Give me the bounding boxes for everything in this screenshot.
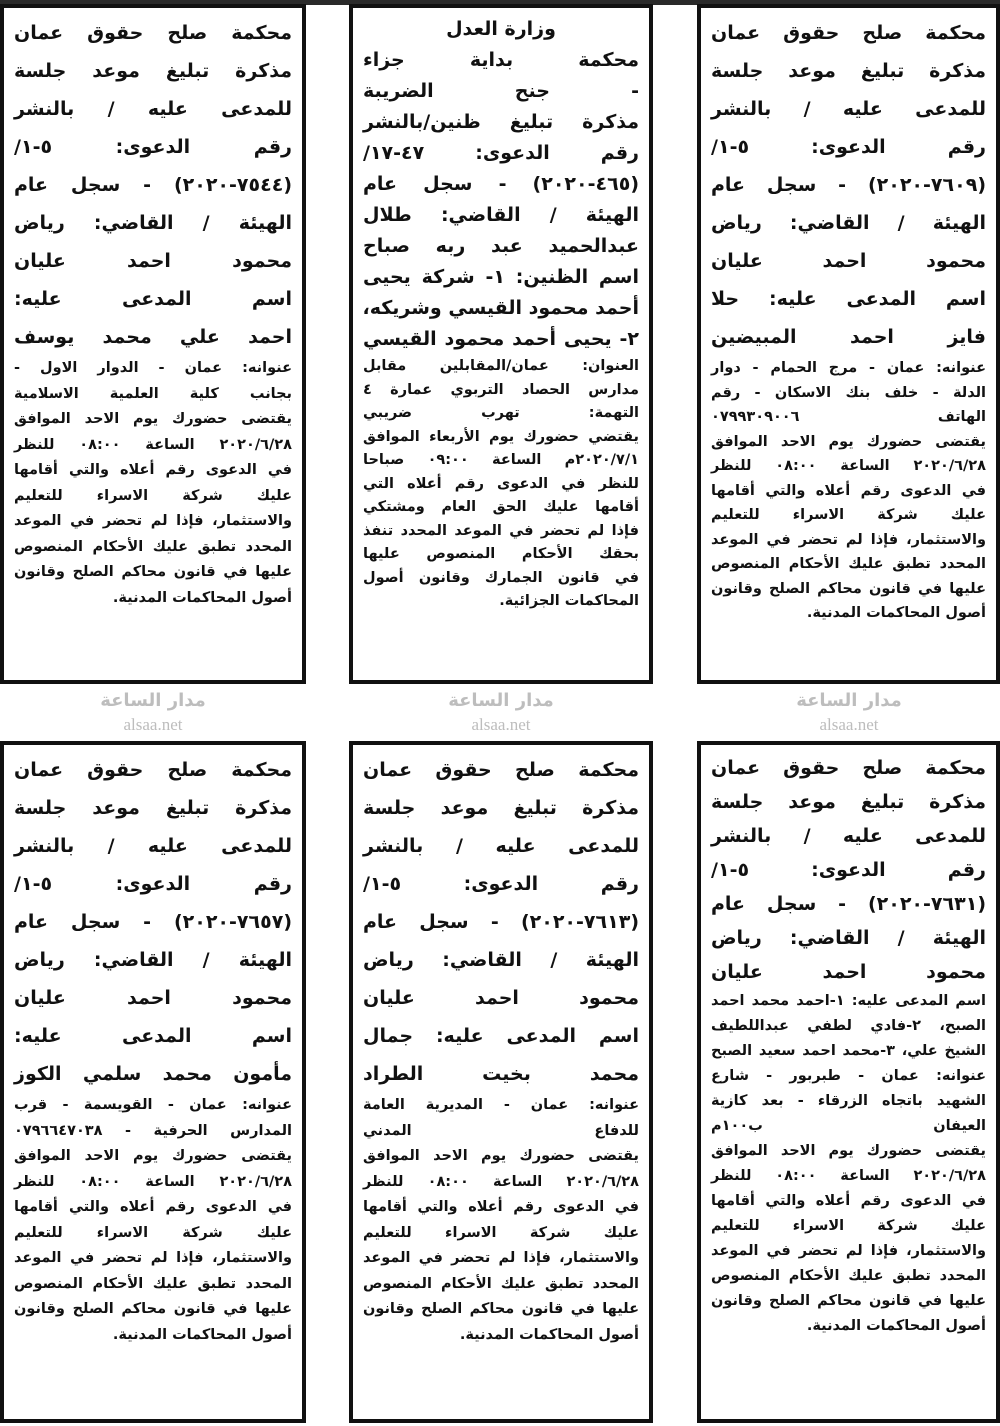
notice-body-line: ٢٠٢٠/٦/٢٨ الساعة ٠٨:٠٠ للنظر xyxy=(711,458,986,474)
notice-heading-line: رقم الدعوى: ٥-١/ xyxy=(14,873,292,895)
notice-body-line: عليك شركة الاسراء للتعليم xyxy=(14,487,292,504)
notice-body-line: للنظر في الدعوى رقم أعلاه التي xyxy=(363,475,639,492)
notice-body-line: عنوانه: عمان - المديرية العامة xyxy=(363,1097,639,1113)
notice-heading-line: للمدعى عليه / بالنشر xyxy=(14,835,292,857)
defendant-line: الصبح، ٢-فادي لطفي عبداللطيف xyxy=(711,1018,986,1034)
notice-body-line: أصول المحاكمات المدنية. xyxy=(112,589,292,606)
court-title: محكمة بداية جزاء xyxy=(363,49,639,71)
notice-body-line: ٢٠٢٠/٦/٢٨ الساعة ٠٨:٠٠ للنظر xyxy=(14,436,292,453)
watermark-arabic: مدار الساعة xyxy=(796,690,902,711)
notice-heading-line: مذكرة تبليغ موعد جلسة xyxy=(711,791,986,813)
notice-bottom-right xyxy=(697,741,1000,1423)
ministry-header: وزارة العدل xyxy=(446,18,556,40)
notice-heading-line: (٤٦٥-٢٠٢٠) - سجل عام xyxy=(363,173,639,195)
notice-heading-line: (٧٦٠٩-٢٠٢٠) - سجل عام xyxy=(711,174,986,196)
notice-heading-line: اسم الظنين: ١- شركة يحيى xyxy=(363,266,639,288)
watermark xyxy=(716,714,982,736)
notice-heading-line: (٧٦١٣-٢٠٢٠) - سجل عام xyxy=(363,911,639,933)
watermark xyxy=(368,714,634,736)
notice-heading-line: اسم المدعى عليه: xyxy=(14,1025,292,1047)
notice-body-line: ٢٠٢٠/٦/٢٨ الساعة ٠٨:٠٠ للنظر xyxy=(363,1173,639,1190)
notice-body-line: عليك شركة الاسراء للتعليم xyxy=(14,1224,292,1241)
notice-body-line: المحاكمات الجزائية. xyxy=(499,593,639,609)
notice-heading-line: مذكرة تبليغ موعد جلسة xyxy=(711,60,986,82)
notice-heading-line: (٧٥٤٤-٢٠٢٠) - سجل عام xyxy=(14,174,292,196)
notice-body-line: ٢٠٢٠/٦/٢٨ الساعة ٠٨:٠٠ للنظر xyxy=(711,1168,986,1184)
court-title: محكمة صلح حقوق عمان xyxy=(363,759,639,781)
notice-body-line: عليها في قانون محاكم الصلح وقانون xyxy=(14,564,292,580)
notice-body-line: يقتضى حضورك يوم الاحد الموافق xyxy=(711,433,986,450)
notice-body-line: بجانب كلية العلمية الاسلامية xyxy=(14,385,292,402)
notice-body-line: عليها في قانون محاكم الصلح وقانون xyxy=(14,1301,292,1317)
notice-body-line: والاستثمار، فإذا لم تحضر في الموعد xyxy=(14,513,292,529)
notice-body-line: المحدد تطبق عليك الأحكام المنصوص xyxy=(711,556,986,572)
notice-heading-line: للمدعى عليه / بالنشر xyxy=(711,825,986,847)
notice-heading-line: محمد بخيت الطراد xyxy=(363,1063,639,1085)
notice-heading-line: اسم المدعى عليه: xyxy=(14,288,292,310)
notice-body-line: مدارس الحصاد التربوي عمارة ٤ xyxy=(363,381,639,398)
notice-body-line: عليك شركة الاسراء للتعليم xyxy=(711,1218,986,1234)
watermark-latin: alsaa.net xyxy=(819,715,879,734)
notice-heading-line: الهيئة / القاضي: رياض xyxy=(14,949,292,971)
notice-heading-line: رقم الدعوى: ٥-١/ xyxy=(711,859,986,881)
notice-heading-line: الهيئة / القاضي: طلال xyxy=(363,204,639,226)
notice-heading-line: مذكرة تبليغ موعد جلسة xyxy=(363,797,639,819)
notice-body-line: أصول المحاكمات المدنية. xyxy=(112,1326,292,1343)
notice-body-line: العيفان ب١٠٠م xyxy=(711,1118,986,1134)
notice-body-line: يقتضى حضورك يوم الاحد الموافق xyxy=(14,411,292,427)
watermark xyxy=(20,690,286,712)
notice-body-line: المدارس الحرفية - ٠٧٩٦٦٤٧٠٣٨ xyxy=(14,1122,292,1139)
notice-top-middle xyxy=(349,4,653,684)
notice-heading-line: مذكرة تبليغ موعد جلسة xyxy=(14,60,292,82)
notice-heading-line: محمود احمد عليان xyxy=(711,961,986,983)
court-title: محكمة صلح حقوق عمان xyxy=(14,759,292,781)
notice-body-line: والاستثمار، فإذا لم تحضر في الموعد xyxy=(711,1243,986,1259)
notice-heading-line: احمد علي محمد يوسف xyxy=(14,326,292,348)
notice-body-line: المحدد تطبق عليك الأحكام المنصوص xyxy=(14,538,292,555)
watermark-arabic: مدار الساعة xyxy=(100,690,206,711)
notice-heading-line: (٧٦٣١-٢٠٢٠) - سجل عام xyxy=(711,893,986,915)
notice-body-line: الشهيد باتجاه الزرقاء - بعد كازية xyxy=(711,1093,986,1109)
watermark-latin: alsaa.net xyxy=(123,715,183,734)
notice-heading-line: مذكرة تبليغ ظنين/بالنشر xyxy=(363,111,639,133)
notice-body-line: فإذا لم تحضر في الموعد المحدد تنفذ xyxy=(363,522,639,539)
notice-body-line: الهاتف ٠٧٩٩٣٠٩٠٠٦ xyxy=(711,409,986,425)
notice-body-line: في الدعوى رقم أعلاه والتي أقامها xyxy=(363,1199,639,1215)
notice-heading-line: (٧٦٥٧-٢٠٢٠) - سجل عام xyxy=(14,911,292,933)
notice-heading-line: رقم الدعوى: ٤٧-١٧/ xyxy=(363,142,639,164)
notice-body-line: عليها في قانون محاكم الصلح وقانون xyxy=(711,580,986,597)
notice-body-line: ٢٠٢٠/٦/٢٨ الساعة ٠٨:٠٠ للنظر xyxy=(14,1173,292,1190)
court-title: محكمة صلح حقوق عمان xyxy=(711,22,986,44)
notice-body-line: والاستثمار، فإذا لم تحضر في الموعد xyxy=(14,1250,292,1266)
notice-heading-line: محمود احمد عليان xyxy=(14,987,292,1009)
defendant-line: الشيخ علي، ٣-محمد احمد سعيد الصبح xyxy=(711,1043,986,1059)
notice-body-line: عليها في قانون محاكم الصلح وقانون xyxy=(711,1293,986,1309)
notice-heading-line: اسم المدعى عليه: حلا xyxy=(711,288,986,310)
notice-body-line: بحقك الأحكام المنصوص عليها xyxy=(363,546,639,562)
notice-body-line: في قانون الجمارك وقانون أصول xyxy=(363,569,639,586)
notice-heading-line: الهيئة / القاضي: رياض xyxy=(14,212,292,234)
court-title: محكمة صلح حقوق عمان xyxy=(14,22,292,44)
notice-body-line: عنوانه: عمان - مرج الحمام - دوار xyxy=(711,360,986,376)
notice-heading-line: - جنح الضريبة xyxy=(363,80,639,102)
notice-body-line: ٢٠٢٠/٧/١م الساعة ٠٩:٠٠ صباحا xyxy=(363,452,639,468)
notice-heading-line: فايز احمد المبيضين xyxy=(711,326,986,348)
notice-heading-line: مأمون محمد سلمي الكوز xyxy=(14,1063,292,1085)
notice-body-line: أصول المحاكمات المدنية. xyxy=(806,605,986,621)
notice-body-line: عليها في قانون محاكم الصلح وقانون xyxy=(363,1301,639,1317)
notice-body-line: للدفاع المدني xyxy=(363,1122,639,1139)
notice-body-line: يقتضى حضورك يوم الاحد الموافق xyxy=(363,1148,639,1164)
notice-body-line: عليك شركة الاسراء للتعليم xyxy=(711,507,986,523)
notice-top-left xyxy=(0,4,306,684)
notice-heading-line: محمود احمد عليان xyxy=(363,987,639,1009)
notice-body-line: أقامها عليك الحق العام ومشتكي xyxy=(363,499,639,515)
notice-body-line: عنوانه: عمان - طبربور - شارع xyxy=(711,1068,986,1084)
notice-body-line: يقتضى حضورك يوم الاحد الموافق xyxy=(14,1148,292,1164)
notice-heading-line: الهيئة / القاضي: رياض xyxy=(363,949,639,971)
notice-body-line: المحدد تطبق عليك الأحكام المنصوص xyxy=(14,1275,292,1292)
watermark-arabic: مدار الساعة xyxy=(448,690,554,711)
notice-body-line: في الدعوى رقم أعلاه والتي أقامها xyxy=(711,482,986,499)
notice-body-line: عنوانه: عمان - القويسمة - قرب xyxy=(14,1097,292,1113)
notice-heading-line: رقم الدعوى: ٥-١/ xyxy=(14,136,292,158)
notice-heading-line: الهيئة / القاضي: رياض xyxy=(711,212,986,234)
notice-heading-line: للمدعى عليه / بالنشر xyxy=(363,835,639,857)
notice-heading-line: اسم المدعى عليه: جمال xyxy=(363,1025,639,1047)
notice-heading-line: محمود احمد عليان xyxy=(711,250,986,272)
notice-bottom-left xyxy=(0,741,306,1423)
notice-heading-line: الهيئة / القاضي: رياض xyxy=(711,927,986,949)
notice-heading-line: للمدعى عليه / بالنشر xyxy=(711,98,986,120)
notice-heading-line: محمود احمد عليان xyxy=(14,250,292,272)
notice-heading-line: رقم الدعوى: ٥-١/ xyxy=(363,873,639,895)
defendant-line: اسم المدعى عليه: ١-احمد محمد احمد xyxy=(711,993,986,1009)
notice-top-right xyxy=(697,4,1000,684)
notice-body-line: التهمة: تهرب ضريبي xyxy=(363,405,639,421)
notice-body-line: أصول المحاكمات المدنية. xyxy=(806,1318,986,1334)
watermark xyxy=(716,690,982,712)
notice-body-line: في الدعوى رقم أعلاه والتي أقامها xyxy=(14,462,292,478)
notice-body-line: والاستثمار، فإذا لم تحضر في الموعد xyxy=(363,1250,639,1266)
watermark xyxy=(368,690,634,712)
notice-heading-line: ٢- يحيى أحمد محمود القيسي xyxy=(363,328,639,350)
court-title: محكمة صلح حقوق عمان xyxy=(711,757,986,779)
notice-body-line: المحدد تطبق عليك الأحكام المنصوص xyxy=(363,1275,639,1292)
watermark-latin: alsaa.net xyxy=(471,715,531,734)
notice-body-line: والاستثمار، فإذا لم تحضر في الموعد xyxy=(711,531,986,548)
notice-body-line: يقتضى حضورك يوم الاحد الموافق xyxy=(711,1143,986,1159)
notice-body-line: العنوان: عمان/المقابلين مقابل xyxy=(363,358,639,374)
notice-bottom-middle xyxy=(349,741,653,1423)
notice-body-line: أصول المحاكمات المدنية. xyxy=(459,1326,639,1343)
notice-heading-line: عبدالحميد عبد ربه صباح xyxy=(363,235,639,257)
watermark xyxy=(20,714,286,736)
notice-body-line: عليك شركة الاسراء للتعليم xyxy=(363,1224,639,1241)
notice-heading-line: مذكرة تبليغ موعد جلسة xyxy=(14,797,292,819)
notice-body-line: يقتضي حضورك يوم الأربعاء الموافق xyxy=(363,428,639,445)
notice-body-line: المحدد تطبق عليك الأحكام المنصوص xyxy=(711,1268,986,1284)
notice-body-line: في الدعوى رقم أعلاه والتي أقامها xyxy=(14,1199,292,1215)
notice-heading-line: أحمد محمود القيسي وشريكه، xyxy=(362,297,639,319)
notice-body-line: عنوانه: عمان - الدوار الاول - xyxy=(14,360,292,376)
notice-body-line: في الدعوى رقم أعلاه والتي أقامها xyxy=(711,1193,986,1209)
notice-heading-line: رقم الدعوى: ٥-١/ xyxy=(711,136,986,158)
notice-body-line: الدلة - خلف بنك الاسكان - رقم xyxy=(711,384,986,401)
notice-heading-line: للمدعى عليه / بالنشر xyxy=(14,98,292,120)
